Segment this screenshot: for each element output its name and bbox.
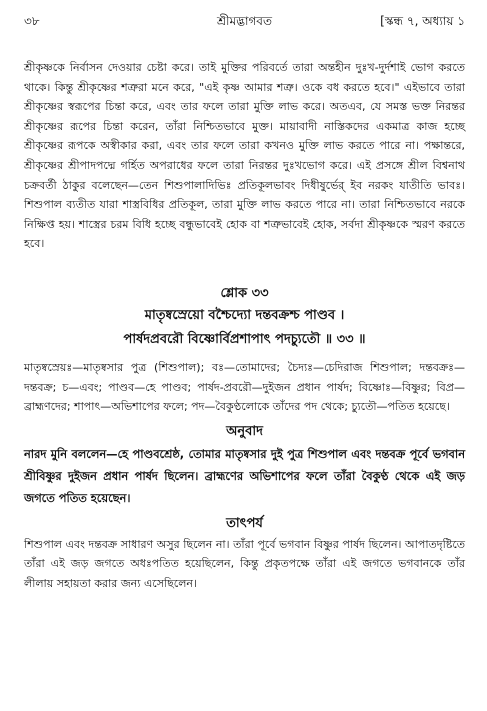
verse-line-1: মাতৃষ্বস্রেয়ো বশ্চৈদ্যো দন্তবক্রশ্চ পাণ্ডব ।	[144, 307, 345, 323]
translation-text: নারদ মুনি বললেন—হে পাণ্ডবশ্রেষ্ঠ, তোমার মাতৃষ্বসার দুই পুত্র শিশুপাল এবং দন্তবক্র পূর্বে ভগবান শ্রীবিষ্ণুর দুইজন প্রধান পার্ষদ ছিলেন। ব্রাহ্মণের অভিশাপের ফলে তাঁরা বৈকুণ্ঠ থেকে এই জড় জগতে পতিত হয়েছেন।	[24, 446, 465, 505]
verse-line-2: পার্ষদপ্রবরৌ বিষ্ণোর্বিপ্রশাপাৎ পদচ্যুতৌ ॥ ৩৩ ॥	[123, 331, 366, 347]
purport-text: শিশুপাল এবং দন্তবক্র সাধারণ অসুর ছিলেন না। তাঁরা পূর্বে ভগবান বিষ্ণুর পার্ষদ ছিলেন। আপাতদৃষ্টিতে তাঁরা এই জড় জগতে অধঃপতিত হয়েছিলেন, কিন্তু প্রকৃতপক্ষে তাঁরা এই জগতে ভগবানকে তাঁর লীলায় সহায়তা করার জন্য এসেছিলেন।	[24, 537, 465, 590]
word-synonyms: মাতৃষ্বস্রেয়ঃ—মাতৃষ্বসার পুত্র (শিশুপাল); বঃ—তোমাদের; চৈদ্যঃ—চেদিরাজ শিশুপাল; দন্তবক্রঃ—দন্তবক্র; চ—এবং; পাণ্ডব—হে পাণ্ডব; পার্ষদ-প্রবরৌ—দুইজন প্রধান পার্ষদ; বিষ্ণোঃ—বিষ্ণুর; বিপ্র—ব্রাহ্মণদের; শাপাৎ—অভিশাপের ফলে; পদ—বৈকুণ্ঠলোকে তাঁদের পদ থেকে; চ্যুতৌ—পতিত হয়েছে।	[24, 360, 465, 414]
page-body	[24, 58, 465, 594]
continued-paragraph: শ্রীকৃষ্ণকে নির্বাসন দেওয়ার চেষ্টা করে। তাই মুক্তির পরিবর্তে তারা অন্তহীন দুঃখ-দুর্দশাই ভোগ করতে থাকে। কিন্তু শ্রীকৃষ্ণের শত্রুরা মনে করে, "এই কৃষ্ণ আমার শত্রু। ওকে বধ করতে হবে।" এইভাবে তারা শ্রীকৃষ্ণের স্বরূপের চিন্তা করে, এবং তার ফলে তারা মুক্তি লাভ করে। অতএব, যে সমস্ত ভক্ত নিরন্তর শ্রীকৃষ্ণের রূপের চিন্তা করেন, তাঁরা নিশ্চিতভাবে মুক্ত। মায়াবাদী নাস্তিকদের একমাত্র কাজ হচ্ছে শ্রীকৃষ্ণের রূপকে অস্বীকার করা, এবং তার ফলে তারা কখনও মুক্তি লাভ করতে পারে না। পক্ষান্তরে, শ্রীকৃষ্ণের শ্রীপাদপদ্মে গর্হিত অপরাধের ফলে তারা নিরন্তর দুঃখভোগ করে। এই প্রসঙ্গে শ্রীল বিশ্বনাথ চক্রবর্তী ঠাকুর বলেছেন—তেন শিশুপালাদিভিঃ প্রতিকূলভাবং দিধীষুর্ভের্ ইব নরকং যাতীতি ভাবঃ। শিশুপাল ব্যতীত যারা শাস্ত্রবিধির প্রতিকূল, তারা মুক্তি লাভ করতে পারে না। তারা নিশ্চিতভাবে নরকে নিক্ষিপ্ত হয়। শাস্ত্রের চরম বিধি হচ্ছে বন্ধুভাবেই হোক বা শত্রুভাবেই হোক, সর্বদা শ্রীকৃষ্ণকে স্মরণ করতে হবে।	[24, 61, 465, 251]
translation-heading: অনুবাদ	[226, 423, 263, 439]
chapter-reference: [স্কন্ধ ৭, অধ্যায় ১	[380, 14, 465, 28]
book-title: শ্রীমদ্ভাগবত	[216, 14, 272, 28]
purport-heading: তাৎপর্য	[226, 515, 263, 531]
sloka-heading: শ্লোক ৩৩	[220, 285, 269, 301]
page-number: ৩৮	[24, 14, 40, 28]
page-header	[24, 10, 465, 32]
